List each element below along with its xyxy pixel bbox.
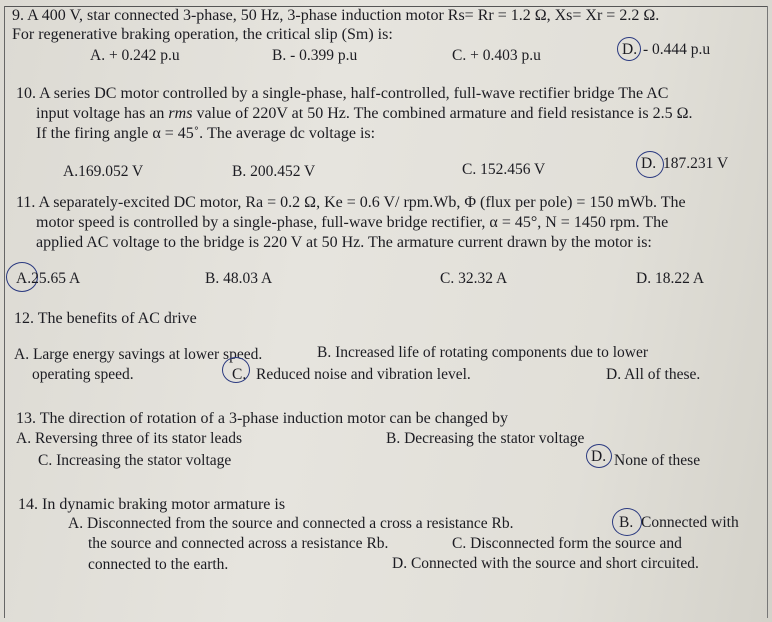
q10-line2-a: input voltage has an (36, 105, 165, 122)
page-border-right (767, 6, 768, 618)
q14-option-d: D. Connected with the source and short circuited. (392, 555, 699, 572)
q10-option-d-letter: D. (641, 155, 657, 172)
q10-line3: If the firing angle α = 45˚. The average dc voltage is: (36, 125, 376, 142)
q13-option-d: None of these (614, 452, 701, 469)
q14-option-b-cont: the source and connected across a resistance Rb. (88, 535, 389, 552)
q14-option-b: Connected with (641, 514, 739, 531)
q9-option-b: B. - 0.399 p.u (272, 47, 358, 64)
q13-option-b: B. Decreasing the stator voltage (386, 430, 585, 447)
q9-option-c: C. + 0.403 p.u (452, 47, 541, 64)
q14-line1: 14. In dynamic braking motor armature is (18, 496, 286, 513)
q10-line2-b: value of 220V at 50 Hz. The combined armature and field resistance is 2.5 Ω. (196, 105, 693, 122)
q10-line1: 10. A series DC motor controlled by a single-phase, half-controlled, full-wave rectifier bridge The AC (16, 85, 669, 102)
q9-option-a: A. + 0.242 p.u (90, 47, 180, 64)
page-border-left (4, 6, 5, 618)
q13-line1: 13. The direction of rotation of a 3-phase induction motor can be changed by (16, 410, 508, 427)
q14-option-c: C. Disconnected form the source and (452, 535, 682, 552)
q12-option-d: D. All of these. (606, 366, 701, 383)
q13-option-a: A. Reversing three of its stator leads (16, 430, 242, 447)
q12-option-c: Reduced noise and vibration level. (256, 366, 471, 383)
q11-option-b: B. 48.03 A (205, 270, 273, 287)
q9-line2: For regenerative braking operation, the critical slip (Sm) is: (12, 26, 393, 43)
q9-line1: 9. A 400 V, star connected 3-phase, 50 Hz, 3-phase induction motor Rs= Rr = 1.2 Ω, Xs= Xr = 2.2 Ω. (12, 7, 660, 24)
q13-option-c: C. Increasing the stator voltage (38, 452, 232, 469)
q12-option-a-cont: operating speed. (32, 366, 134, 383)
q10-rms: rms (168, 105, 193, 122)
q14-option-a: A. Disconnected from the source and connected a cross a resistance Rb. (68, 515, 514, 532)
q12-option-b: B. Increased life of rotating components due to lower (317, 344, 648, 361)
q11-line3: applied AC voltage to the bridge is 220 V at 50 Hz. The armature current drawn by the motor is: (36, 234, 652, 251)
q11-line1: 11. A separately-excited DC motor, Ra = 0.2 Ω, Ke = 0.6 V/ rpm.Wb, Φ (flux per pole) = 150 mWb. The (16, 194, 686, 211)
q10-option-d: 187.231 V (663, 155, 729, 172)
q11-option-c: C. 32.32 A (440, 270, 508, 287)
q12-option-c-letter: C. (232, 366, 247, 383)
q12-line1: 12. The benefits of AC drive (14, 310, 197, 327)
q10-option-c: C. 152.456 V (462, 161, 546, 178)
q13-option-d-letter: D. (591, 448, 607, 465)
q11-option-a: A.25.65 A (16, 270, 81, 287)
q12-option-a: A. Large energy savings at lower speed. (14, 346, 263, 363)
q10-option-a: A.169.052 V (63, 163, 144, 180)
q10-option-b: B. 200.452 V (232, 163, 316, 180)
q14-option-c-cont: connected to the earth. (88, 556, 229, 573)
q9-option-d-letter: D. (622, 41, 638, 58)
q11-line2: motor speed is controlled by a single-phase, full-wave bridge rectifier, α = 45°, N = 1450 rpm. The (36, 214, 669, 231)
q11-option-d: D. 18.22 A (636, 270, 705, 287)
q14-option-b-letter: B. (619, 514, 634, 531)
q9-option-d: - 0.444 p.u (643, 41, 711, 58)
q10-line2 (36, 105, 692, 123)
